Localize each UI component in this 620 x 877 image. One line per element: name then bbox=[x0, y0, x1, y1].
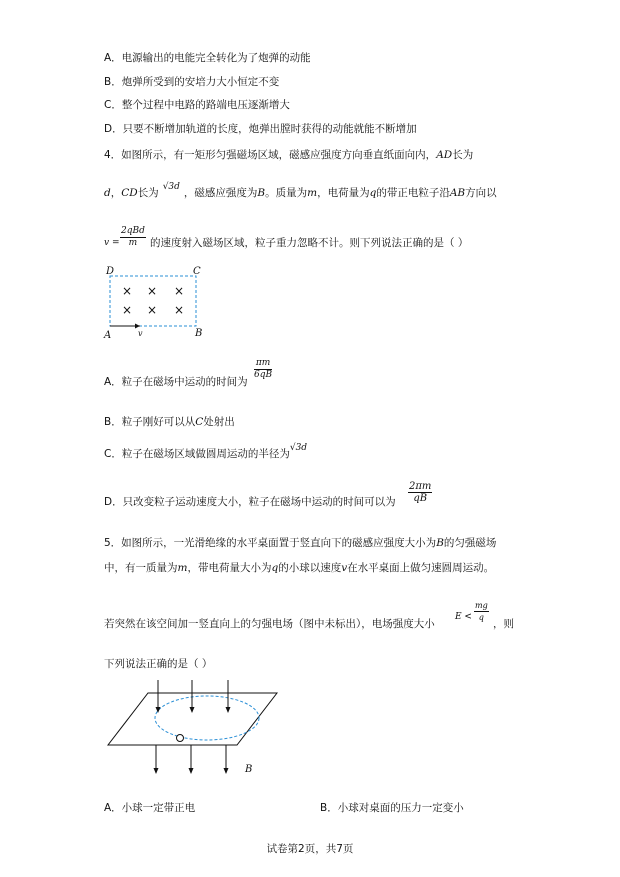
q5-ball bbox=[177, 735, 184, 742]
q5-stem-line3-end: ，则 bbox=[493, 618, 514, 630]
q5-field-fraction: $\frac{mg}{q}$ bbox=[475, 601, 488, 622]
q4-stem-line2: d，CD长为 √3d ，磁感应强度为B。质量为m，电荷量为q的带正电粒子沿AB方向以 bbox=[104, 182, 497, 199]
q4-label-v: v bbox=[138, 329, 143, 338]
q4-cross: × bbox=[174, 303, 185, 317]
q4-option-c-value: √3d bbox=[289, 443, 308, 453]
q5-table-field-figure bbox=[100, 676, 290, 781]
q3-option-c: C．整个过程中电路的路端电压逐渐增大 bbox=[104, 99, 290, 111]
q5-field-arrowhead bbox=[190, 707, 195, 713]
page-footer: 试卷第2页，共7页 bbox=[266, 843, 354, 855]
q4-cross: × bbox=[147, 284, 158, 298]
q5-option-b: B．小球对桌面的压力一定变小 bbox=[320, 802, 464, 814]
q5-stem-line1: 5．如图所示，一光滑绝缘的水平桌面置于竖直向下的磁感应强度大小为B的匀强磁场 bbox=[104, 537, 497, 549]
q4-magnetic-field-figure bbox=[100, 262, 210, 342]
q5-field-arrowhead bbox=[154, 768, 159, 774]
q4-option-a: A．粒子在磁场中运动的时间为 bbox=[104, 376, 248, 388]
q4-option-b: B．粒子刚好可以从C处射出 bbox=[104, 416, 235, 428]
q4-option-d-fraction: $\frac{2\pi m}{qB}$ bbox=[409, 481, 432, 504]
q5-option-a: A．小球一定带正电 bbox=[104, 802, 196, 814]
q4-label-b: B bbox=[195, 328, 203, 339]
q4-label-d: D bbox=[106, 266, 115, 277]
q4-velocity-arrowhead bbox=[135, 324, 140, 329]
q3-option-a: A．电源输出的电能完全转化为了炮弹的动能 bbox=[104, 52, 311, 64]
q4-label-a: A bbox=[104, 330, 112, 341]
q4-cross: × bbox=[174, 284, 185, 298]
q4-sqrt3d: √3d bbox=[162, 182, 180, 192]
q4-stem-line3: 的速度射入磁场区域，粒子重力忽略不计。则下列说法正确的是（ ） bbox=[150, 237, 469, 249]
q4-cross: × bbox=[122, 284, 133, 298]
q4-label-c: C bbox=[193, 266, 201, 277]
q4-option-c: C．粒子在磁场区域做圆周运动的半径为√3d bbox=[104, 443, 308, 460]
q4-option-a-fraction: $\frac{\pi m}{6qB}$ bbox=[254, 358, 273, 380]
q5-circular-path bbox=[155, 696, 259, 740]
q5-label-b: B bbox=[245, 764, 253, 775]
q5-stem-line2: 中，有一质量为m，带电荷量大小为q的小球以速度v在水平桌面上做匀速圆周运动。 bbox=[104, 562, 495, 574]
q5-field-arrowhead bbox=[189, 768, 194, 774]
q4-v-eq: v = bbox=[104, 238, 120, 248]
q5-stem-line3: 若突然在该空间加一竖直向上的匀强电场（图中未标出），电场强度大小 bbox=[104, 618, 435, 630]
q5-field-arrowhead bbox=[226, 707, 231, 713]
q5-e-less-than: E < bbox=[455, 612, 472, 622]
q3-option-d: D．只要不断增加轨道的长度，炮弹出膛时获得的动能就能不断增加 bbox=[104, 123, 417, 135]
q5-field-arrowhead bbox=[156, 707, 161, 713]
q4-cross: × bbox=[147, 303, 158, 317]
q3-option-b: B．炮弹所受到的安培力大小恒定不变 bbox=[104, 76, 280, 88]
q5-stem-line4: 下列说法正确的是（ ） bbox=[104, 658, 213, 670]
q4-option-d: D．只改变粒子运动速度大小，粒子在磁场中运动的时间可以为 bbox=[104, 496, 396, 508]
q4-cross: × bbox=[122, 303, 133, 317]
q5-field-arrowhead bbox=[224, 768, 229, 774]
q4-stem-line1: 4．如图所示，有一矩形匀强磁场区域，磁感应强度方向垂直纸面向内，AD长为 bbox=[104, 149, 474, 161]
q4-velocity-fraction: 2qBd m bbox=[121, 226, 145, 248]
